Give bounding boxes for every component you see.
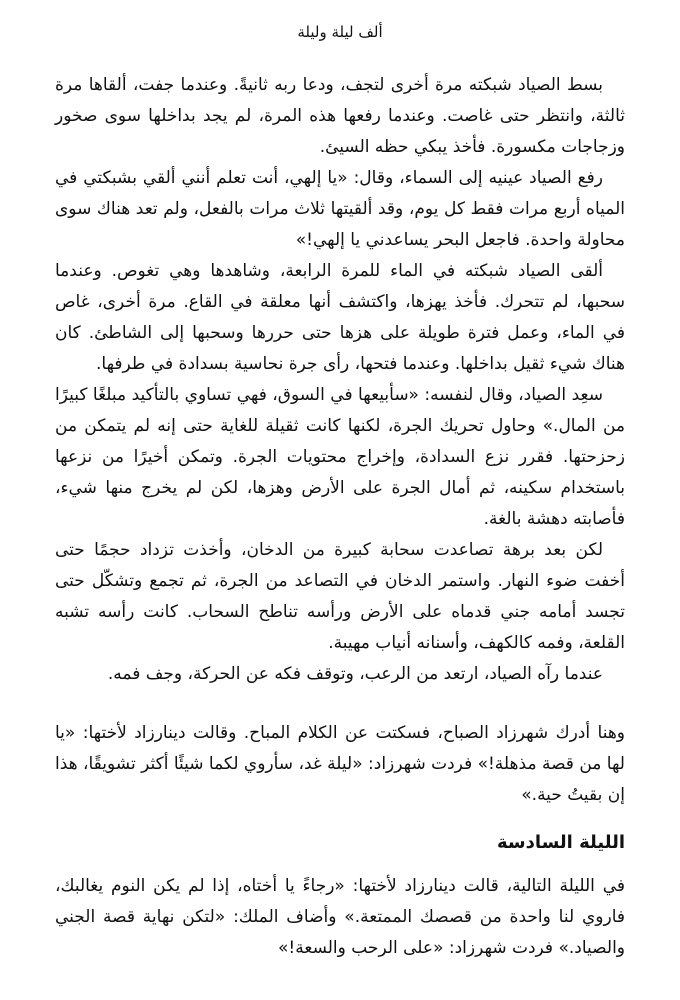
paragraph-closing: وهنا أدرك شهرزاد الصباح، فسكتت عن الكلام المباح. وقالت دينارزاد لأختها: «يا لها من قصة مذهلة!» فردت شهرزاد: «ليلة غد، سأروي لكما شيئًا أكثر تشويقًا، هذا إن بقيتُ حية.»	[55, 723, 625, 805]
paragraph-6: عندما رآه الصياد، ارتعد من الرعب، وتوقف فكه عن الحركة، وجف فمه.	[107, 664, 603, 684]
section-paragraph: في الليلة التالية، قالت دينارزاد لأختها: «رجاءً يا أختاه، إذا لم يكن النوم يغالبك، فاروي لنا واحدة من قصصك الممتعة.» وأضاف الملك: «لتكن نهاية قصة الجني والصياد.» فردت شهرزاد: «على الرحب والسعة!»	[55, 876, 625, 958]
section-heading: الليلة السادسة	[496, 832, 625, 853]
paragraph-4: سعِد الصياد، وقال لنفسه: «سأبيعها في السوق، فهي تساوي بالتأكيد مبلغًا كبيرًا من المال.» وحاول تحريك الجرة، لكنها كانت ثقيلة للغاية حتى إنه لم يتمكن من زحزحتها. فقرر نزع السدادة، وإخراج محتويات الجرة. وتمكن أخيرًا من نزعها باستخدام سكينه، ثم أمال الجرة على الأرض وهزها، لكن لم يخرج منها شيء، فأصابته دهشة بالغة.	[55, 385, 625, 529]
running-header: ألف ليلة وليلة	[297, 23, 383, 41]
paragraph-5: لكن بعد برهة تصاعدت سحابة كبيرة من الدخان، وأخذت تزداد حجمًا حتى أخفت ضوء النهار. واستمر الدخان في التصاعد من الجرة، ثم تجمع وتشكّل حتى تجسد أمامه جني قدماه على الأرض ورأسه تناطح السحاب. كانت رأسه تشبه القلعة، وفمه كالكهف، وأسنانه أنياب مهيبة.	[55, 540, 625, 653]
paragraph-1: بسط الصياد شبكته مرة أخرى لتجف، ودعا ربه ثانيةً. وعندما جفت، ألقاها مرة ثالثة، وانتظر حتى غاصت. وعندما رفعها هذه المرة، لم يجد بداخلها سوى صخور وزجاجات مكسورة. فأخذ يبكي حظه السيئ.	[55, 75, 625, 157]
paragraph-3: ألقى الصياد شبكته في الماء للمرة الرابعة، وشاهدها وهي تغوص. وعندما سحبها، لم تتحرك. فأخذ يهزها، واكتشف أنها معلقة في القاع. مرة أخرى، غاص في الماء، وعمل فترة طويلة على هزها حتى حررها وسحبها إلى الشاطئ. كان هناك شيء ثقيل بداخلها. وعندما فتحها، رأى جرة نحاسية بسدادة في طرفها.	[55, 261, 625, 374]
spacer	[55, 690, 625, 718]
paragraph-2: رفع الصياد عينيه إلى السماء، وقال: «يا إلهي، أنت تعلم أنني ألقي بشبكتي في المياه أربع مرات فقط كل يوم، وقد ألقيتها ثلاث مرات بالفعل، ولم تعد هناك سوى محاولة واحدة. فاجعل البحر يساعدني يا إلهي!»	[55, 168, 625, 250]
